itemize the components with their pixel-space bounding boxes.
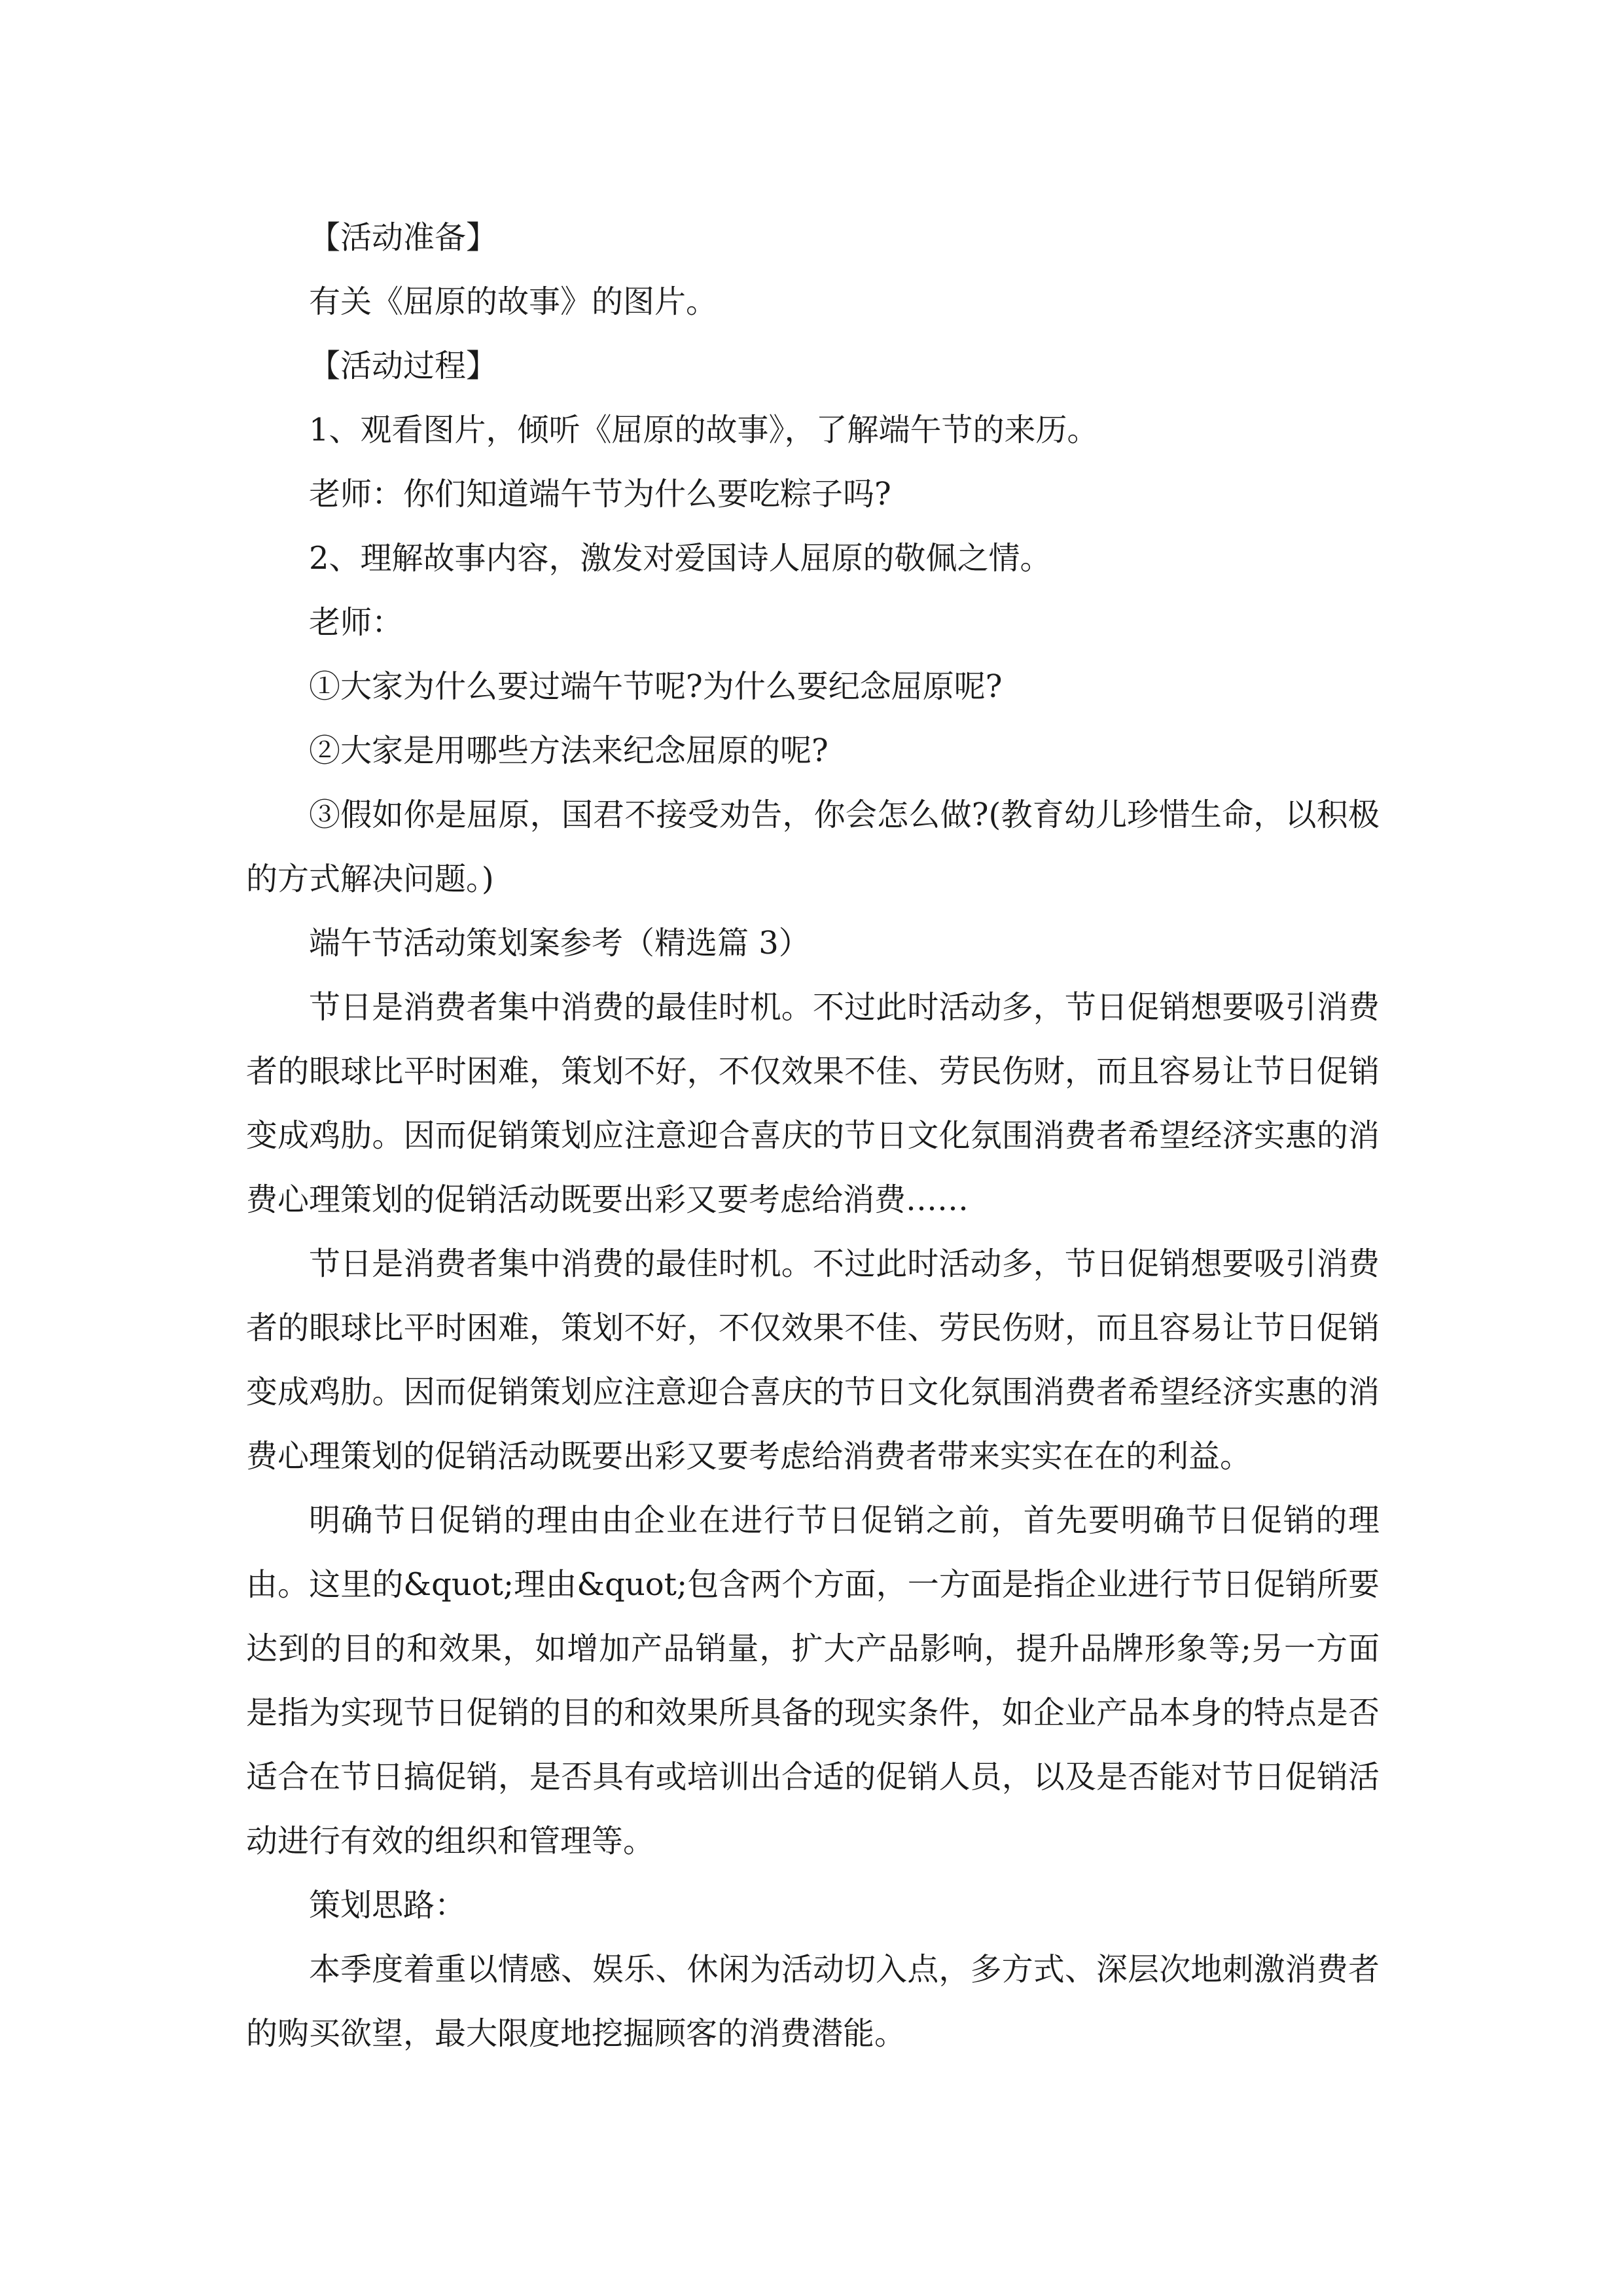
paragraph: 策划思路： xyxy=(309,1887,467,1924)
paragraph: 1、观看图片，倾听《屈原的故事》，了解端午节的来历。 xyxy=(309,412,1099,448)
paragraph: 老师：你们知道端午节为什么要吃粽子吗? xyxy=(309,476,891,512)
list-item: ②大家是用哪些方法来纪念屈原的呢? xyxy=(309,732,829,769)
paragraph: 2、理解故事内容，激发对爱国诗人屈原的敬佩之情。 xyxy=(309,540,1052,577)
paragraph: 有关《屈原的故事》的图片。 xyxy=(309,283,718,320)
paragraph: 明确节日促销的理由由企业在进行节日促销之前，首先要明确节日促销的理由。这里的&quot;理由&quot;包含两个方面，一方面是指企业进行节日促销所要达到的目的和效果，如增加产品销量，扩大产品影响，提升品牌形象等;另一方面是指为实现节日促销的目的和效果所具备的现实条件，如企业产品本身的特点是否适合在节日搞促销，是否具有或培训出合适的促销人员，以及是否能对节日促销活动进行有效的组织和管理等。 xyxy=(246,1502,1380,1859)
section-heading-activity-preparation: 【活动准备】 xyxy=(309,219,498,256)
paragraph: 老师： xyxy=(309,604,404,641)
paragraph: 节日是消费者集中消费的最佳时机。不过此时活动多，节日促销想要吸引消费者的眼球比平时困难，策划不好，不仅效果不佳、劳民伤财，而且容易让节日促销变成鸡肋。因而促销策划应注意迎合喜庆的节日文化氛围消费者希望经济实惠的消费心理策划的促销活动既要出彩又要考虑给消费…… xyxy=(246,989,1380,1218)
section-title: 端午节活动策划案参考（精选篇 3） xyxy=(309,925,810,961)
section-heading-activity-process: 【活动过程】 xyxy=(309,348,498,384)
document-body xyxy=(246,206,1380,2066)
paragraph: 本季度着重以情感、娱乐、休闲为活动切入点，多方式、深层次地刺激消费者的购买欲望，最大限度地挖掘顾客的消费潜能。 xyxy=(246,1951,1380,2052)
list-item: ③假如你是屈原，国君不接受劝告，你会怎么做?(教育幼儿珍惜生命，以积极的方式解决问题。) xyxy=(246,797,1380,897)
paragraph: 节日是消费者集中消费的最佳时机。不过此时活动多，节日促销想要吸引消费者的眼球比平时困难，策划不好，不仅效果不佳、劳民伤财，而且容易让节日促销变成鸡肋。因而促销策划应注意迎合喜庆的节日文化氛围消费者希望经济实惠的消费心理策划的促销活动既要出彩又要考虑给消费者带来实实在在的利益。 xyxy=(246,1246,1380,1475)
list-item: ①大家为什么要过端午节呢?为什么要纪念屈原呢? xyxy=(309,668,1003,705)
